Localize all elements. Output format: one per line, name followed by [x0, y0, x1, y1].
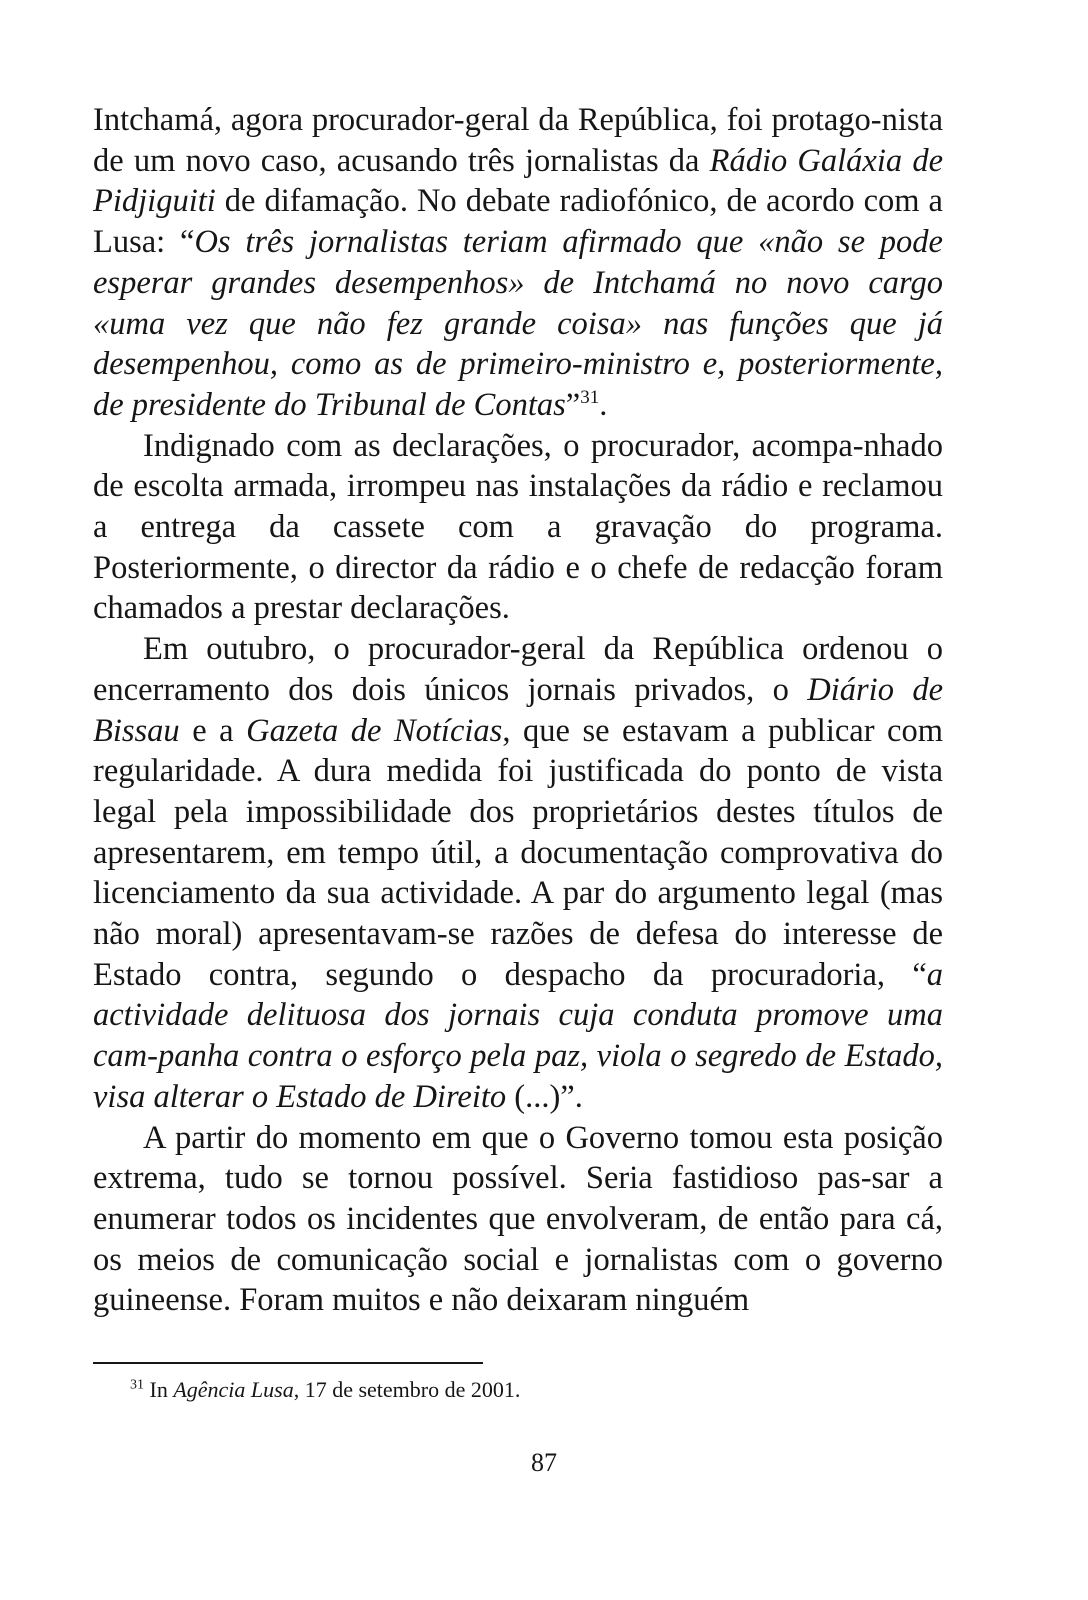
- text-run: , que se estavam a publicar com regularidade. A dura medida foi justificada do ponto de vista legal pela impossibilidade dos proprietários destes títulos de apresentarem, em tempo útil, a documentação comprovativa do licenciamento da sua actividade. A par do argumento legal (mas não moral) apresentavam-se razões de defesa do interesse de Estado contra, segundo o despacho da procuradoria, “: [93, 712, 944, 993]
- text-run: de difamação. No debate radiofónico, de acordo com a Lusa: “: [93, 183, 943, 261]
- text-run: ”: [565, 386, 581, 423]
- page-number: 87: [531, 1448, 557, 1477]
- footnote: [130, 1376, 930, 1404]
- footnote-source: Agência Lusa: [173, 1377, 294, 1402]
- text-run: Em outubro, o procurador-geral da República ordenou o encerramento dos dois únicos jornais privados, o: [93, 631, 943, 708]
- paragraph: [93, 426, 943, 630]
- body-text: [93, 100, 943, 1321]
- footnote-prefix: In: [144, 1377, 174, 1402]
- paragraph: [93, 1118, 943, 1322]
- footnote-separator: [93, 1362, 483, 1364]
- paragraph: [93, 100, 943, 426]
- text-run: Indignado com as declarações, o procurador, acompa-nhado de escolta armada, irrompeu nas instalações da rádio e reclamou a entrega da cassete com a gravação do programa. Posteriormente, o director da rádio e o chefe de redacção foram chamados a prestar declarações.: [93, 427, 943, 627]
- italic-text: a actividade delituosa dos jornais cuja conduta promove uma cam-panha contra o esforço pela paz, viola o segredo de Estado, visa alterar o Estado de Direito: [93, 956, 943, 1115]
- italic-text: Gazeta de Notícias: [246, 712, 503, 749]
- italic-text: Diário de Bissau: [93, 671, 943, 749]
- text-run: (...)”.: [506, 1078, 583, 1115]
- text-run: A partir do momento em que o Governo tomou esta posição extrema, tudo se tornou possível. Seria fastidioso pas-sar a enumerar todos os incidentes que envolveram, de então para cá, os meios de comunicação social e jornalistas com o governo guineense. Foram muitos e não deixaram ninguém: [93, 1119, 943, 1319]
- paragraph: [93, 629, 943, 1117]
- footnote-suffix: , 17 de setembro de 2001.: [293, 1377, 521, 1402]
- text-run: Intchamá, agora procurador-geral da República, foi protago-nista de um novo caso, acusando três jornalistas da: [93, 102, 943, 179]
- italic-text: Os três jornalistas teriam afirmado que «não se pode esperar grandes desempenhos» de Intchamá no novo cargo «uma vez que não fez grande coisa» nas funções que já desempenhou, como as de primeiro-ministro e, posteriormente, de presidente do Tribunal de Contas: [93, 224, 943, 423]
- footnote-number: 31: [130, 1377, 144, 1393]
- text-run: e a: [179, 712, 247, 749]
- italic-text: Rádio Galáxia de Pidjiguiti: [93, 142, 943, 220]
- footnote-reference: 31: [580, 387, 600, 409]
- text-run: .: [599, 386, 608, 423]
